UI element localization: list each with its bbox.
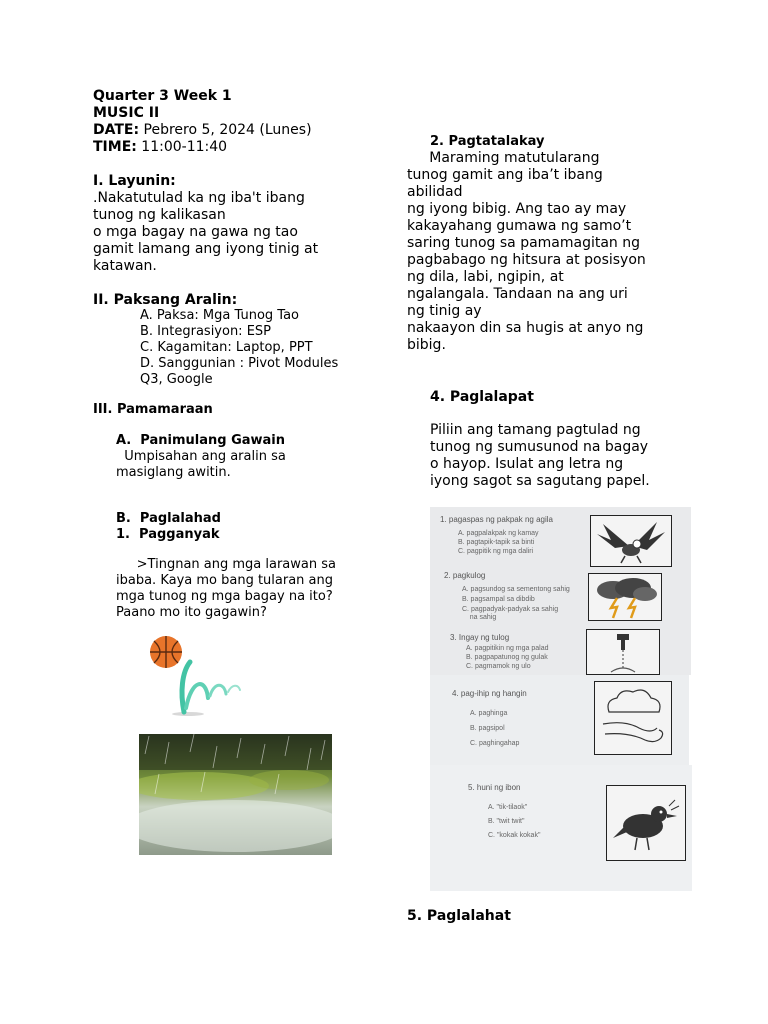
eagle-icon	[591, 516, 671, 566]
worksheet-option: C. pagpitik ng mga daliri	[458, 548, 534, 555]
paglalapat-line: iyong sagot sa sagutang papel.	[430, 473, 650, 489]
panimulang-gawain-line: masiglang awitin.	[116, 465, 231, 480]
worksheet-question: 2. pagkulog	[444, 571, 486, 580]
worksheet-option: B. pagsipol	[470, 725, 505, 732]
layunin-line: o mga bagay na gawa ng tao	[93, 224, 298, 240]
pamamaraan-heading: III. Pamamaraan	[93, 402, 213, 417]
pagtatalakay-line: ng dila, labi, ngipin, at	[407, 269, 564, 285]
pagtatalakay-line: tunog gamit ang iba’t ibang	[407, 167, 603, 183]
worksheet-question: 3. Ingay ng tulog	[450, 633, 510, 642]
worksheet-panel-1	[430, 507, 691, 675]
date-label: DATE:	[93, 122, 140, 138]
pagtatalakay-line: ngalangala. Tandaan na ang uri	[407, 286, 628, 302]
paksang-aralin-item: Q3, Google	[140, 372, 213, 387]
faucet-icon	[587, 630, 659, 674]
bouncing-ball-image	[140, 632, 250, 718]
time-line	[93, 139, 227, 156]
worksheet-option: B. pagsampal sa dibdib	[462, 596, 535, 603]
pagtatalakay-line: kakayahang gumawa ng samo’t	[407, 218, 632, 234]
paksang-aralin-item: C. Kagamitan: Laptop, PPT	[140, 340, 313, 355]
pagtatalakay-line: nakaayon din sa hugis at anyo ng	[407, 320, 644, 336]
pagganyak-heading: 1. Pagganyak	[116, 527, 220, 542]
paglalapat-line: Piliin ang tamang pagtulad ng	[430, 422, 641, 438]
worksheet-panel-2	[430, 675, 689, 765]
worksheet-option: A. paghinga	[470, 710, 508, 717]
layunin-line: tunog ng kalikasan	[93, 207, 226, 223]
pagganyak-line: ibaba. Kaya mo bang tularan ang	[116, 573, 334, 588]
worksheet-option: A. "tik-tilaok"	[488, 804, 528, 811]
pagtatalakay-line: ng tinig ay	[407, 303, 482, 319]
pagganyak-line: mga tunog ng mga bagay na ito?	[116, 589, 333, 604]
quarter-week: Quarter 3 Week 1	[93, 88, 232, 104]
worksheet-option: B. pagpapatunog ng gulak	[466, 654, 548, 661]
paksang-aralin-item: A. Paksa: Mga Tunog Tao	[140, 308, 299, 323]
eagle-picture	[590, 515, 672, 567]
faucet-picture	[586, 629, 660, 675]
paglalapat-line: o hayop. Isulat ang letra ng	[430, 456, 624, 472]
worksheet-panel-3	[430, 765, 692, 891]
worksheet-option: C. paghingahap	[470, 740, 520, 747]
worksheet-question: 1. pagaspas ng pakpak ng agila	[440, 515, 553, 524]
worksheet-option: C. pagpadyak-padyak sa sahig	[462, 606, 559, 613]
pagganyak-line: >Tingnan ang mga larawan sa	[116, 557, 336, 572]
paglalahad-heading: B. Paglalahad	[116, 511, 221, 526]
date-line	[93, 122, 312, 139]
worksheet-question: 5. huni ng ibon	[468, 783, 521, 792]
worksheet-option: C. "kokak kokak"	[488, 832, 541, 839]
paksang-aralin-heading: II. Paksang Aralin:	[93, 292, 238, 308]
worksheet-option: B. "twit twit"	[488, 818, 525, 825]
worksheet-option: B. pagtapik-tapik sa binti	[458, 539, 535, 546]
pagtatalakay-line: bibig.	[407, 337, 446, 353]
pagganyak-line: Paano mo ito gagawin?	[116, 605, 267, 620]
layunin-line: katawan.	[93, 258, 157, 274]
pagtatalakay-line: pagbabago ng hitsura at posisyon	[407, 252, 646, 268]
thunder-cloud-icon	[589, 574, 661, 620]
paglalahat-heading: 5. Paglalahat	[407, 908, 511, 924]
pagtatalakay-line: abilidad	[407, 184, 463, 200]
wind-picture	[594, 681, 672, 755]
worksheet-option: C. pagmamok ng ulo	[466, 663, 531, 670]
pagtatalakay-heading: 2. Pagtatalakay	[430, 134, 545, 149]
subject: MUSIC II	[93, 105, 160, 121]
worksheet-option: na sahig	[462, 614, 497, 621]
bird-picture	[606, 785, 686, 861]
panimulang-gawain-line: Umpisahan ang aralin sa	[116, 449, 286, 464]
pagtatalakay-line: saring tunog sa pamamagitan ng	[407, 235, 641, 251]
worksheet-option: A. pagpitikin ng mga palad	[466, 645, 549, 652]
bird-icon	[607, 786, 685, 860]
paksang-aralin-item: D. Sanggunian : Pivot Modules	[140, 356, 339, 371]
layunin-line: .Nakatutulad ka ng iba't ibang	[93, 190, 305, 206]
pagtatalakay-line: ng iyong bibig. Ang tao ay may	[407, 201, 627, 217]
paglalapat-line: tunog ng sumusunod na bagay	[430, 439, 649, 455]
layunin-line: gamit lamang ang iyong tinig at	[93, 241, 319, 257]
paksang-aralin-item: B. Integrasiyon: ESP	[140, 324, 272, 339]
pagtatalakay-line: Maraming matutularang	[407, 150, 600, 166]
worksheet-option: A. pagsundog sa sementong sahig	[462, 586, 570, 593]
worksheet-question: 4. pag-ihip ng hangin	[452, 689, 527, 698]
wind-cloud-icon	[595, 682, 671, 754]
paglalapat-heading: 4. Paglalapat	[430, 389, 534, 405]
time-label: TIME:	[93, 139, 137, 155]
rain-photo	[139, 734, 332, 855]
panimulang-gawain-heading: A. Panimulang Gawain	[116, 433, 286, 448]
layunin-heading: I. Layunin:	[93, 173, 176, 189]
date-value: Pebrero 5, 2024 (Lunes)	[139, 122, 312, 138]
worksheet-option: A. pagpalakpak ng kamay	[458, 530, 539, 537]
time-value: 11:00-11:40	[136, 139, 228, 155]
storm-picture	[588, 573, 662, 621]
